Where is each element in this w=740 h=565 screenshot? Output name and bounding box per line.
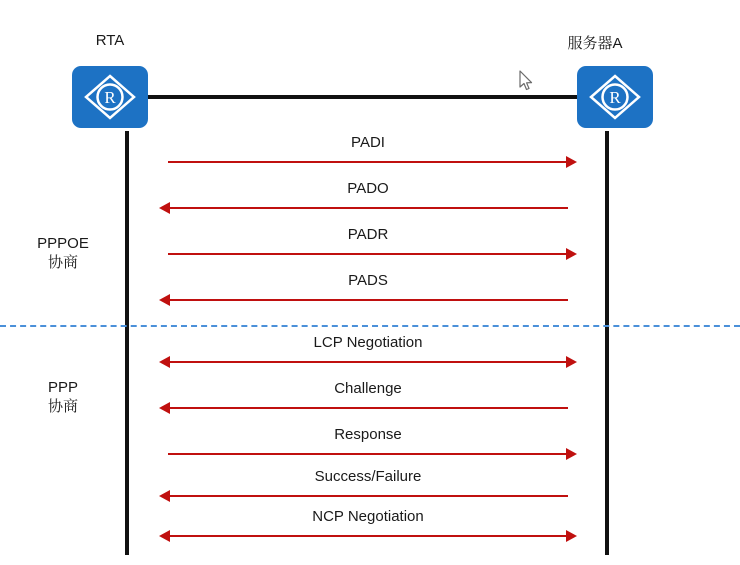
arrowhead-right-icon: [566, 448, 577, 460]
arrowhead-left-icon: [159, 294, 170, 306]
device-link-line: [148, 95, 577, 99]
message-row: [168, 508, 568, 552]
node-label-server: 服务器A: [567, 35, 623, 52]
arrowhead-left-icon: [159, 356, 170, 368]
mouse-pointer-icon: [519, 70, 535, 92]
message-row: [168, 134, 568, 178]
message-arrow-right: [168, 448, 568, 462]
phase-label-pppoe-line2: 协商: [47, 254, 78, 271]
message-row: [168, 226, 568, 270]
message-arrow-left: [168, 490, 568, 504]
message-label: PADR: [347, 226, 389, 243]
router-icon: [577, 66, 653, 128]
phase-label-pppoe: [8, 234, 118, 272]
message-arrow-left: [168, 294, 568, 308]
lifeline-server: [605, 131, 609, 555]
phase-label-ppp: [8, 378, 118, 416]
message-arrow-left: [168, 402, 568, 416]
message-arrow-bidirectional: [168, 530, 568, 544]
arrow-shaft: [168, 453, 568, 455]
arrowhead-right-icon: [566, 356, 577, 368]
lifeline-rta: [125, 131, 129, 555]
svg-text:R: R: [104, 88, 116, 107]
message-row: [168, 380, 568, 424]
message-arrow-left: [168, 202, 568, 216]
arrowhead-left-icon: [159, 402, 170, 414]
arrow-shaft: [168, 253, 568, 255]
message-row: [168, 426, 568, 470]
message-arrow-right: [168, 156, 568, 170]
message-row: [168, 334, 568, 378]
arrow-shaft: [168, 361, 568, 363]
arrowhead-left-icon: [159, 530, 170, 542]
message-arrow-right: [168, 248, 568, 262]
router-icon: [72, 66, 148, 128]
arrowhead-right-icon: [566, 248, 577, 260]
arrow-shaft: [168, 407, 568, 409]
arrow-shaft: [168, 299, 568, 301]
message-label: PADS: [348, 272, 388, 289]
message-label: Success/Failure: [314, 468, 422, 485]
arrow-shaft: [168, 207, 568, 209]
phase-label-ppp-line1: PPP: [47, 379, 78, 396]
message-row: [168, 180, 568, 224]
message-label: PADI: [351, 134, 385, 151]
router-icon-server[interactable]: [577, 66, 653, 128]
message-label: Response: [334, 426, 402, 443]
phase-divider: [0, 325, 740, 327]
phase-label-pppoe-line1: PPPOE: [37, 235, 89, 252]
arrowhead-left-icon: [159, 202, 170, 214]
arrow-shaft: [168, 161, 568, 163]
arrowhead-right-icon: [566, 530, 577, 542]
router-icon-rta[interactable]: [72, 66, 148, 128]
phase-label-ppp-line2: 协商: [47, 398, 78, 415]
message-label: LCP Negotiation: [313, 334, 423, 351]
message-row: [168, 272, 568, 316]
arrow-shaft: [168, 495, 568, 497]
svg-text:R: R: [609, 88, 621, 107]
message-label: Challenge: [334, 380, 402, 397]
arrowhead-right-icon: [566, 156, 577, 168]
arrowhead-left-icon: [159, 490, 170, 502]
message-row: [168, 468, 568, 512]
message-label: NCP Negotiation: [312, 508, 424, 525]
node-label-rta: RTA: [95, 32, 125, 49]
arrow-shaft: [168, 535, 568, 537]
message-arrow-bidirectional: [168, 356, 568, 370]
message-label: PADO: [347, 180, 389, 197]
